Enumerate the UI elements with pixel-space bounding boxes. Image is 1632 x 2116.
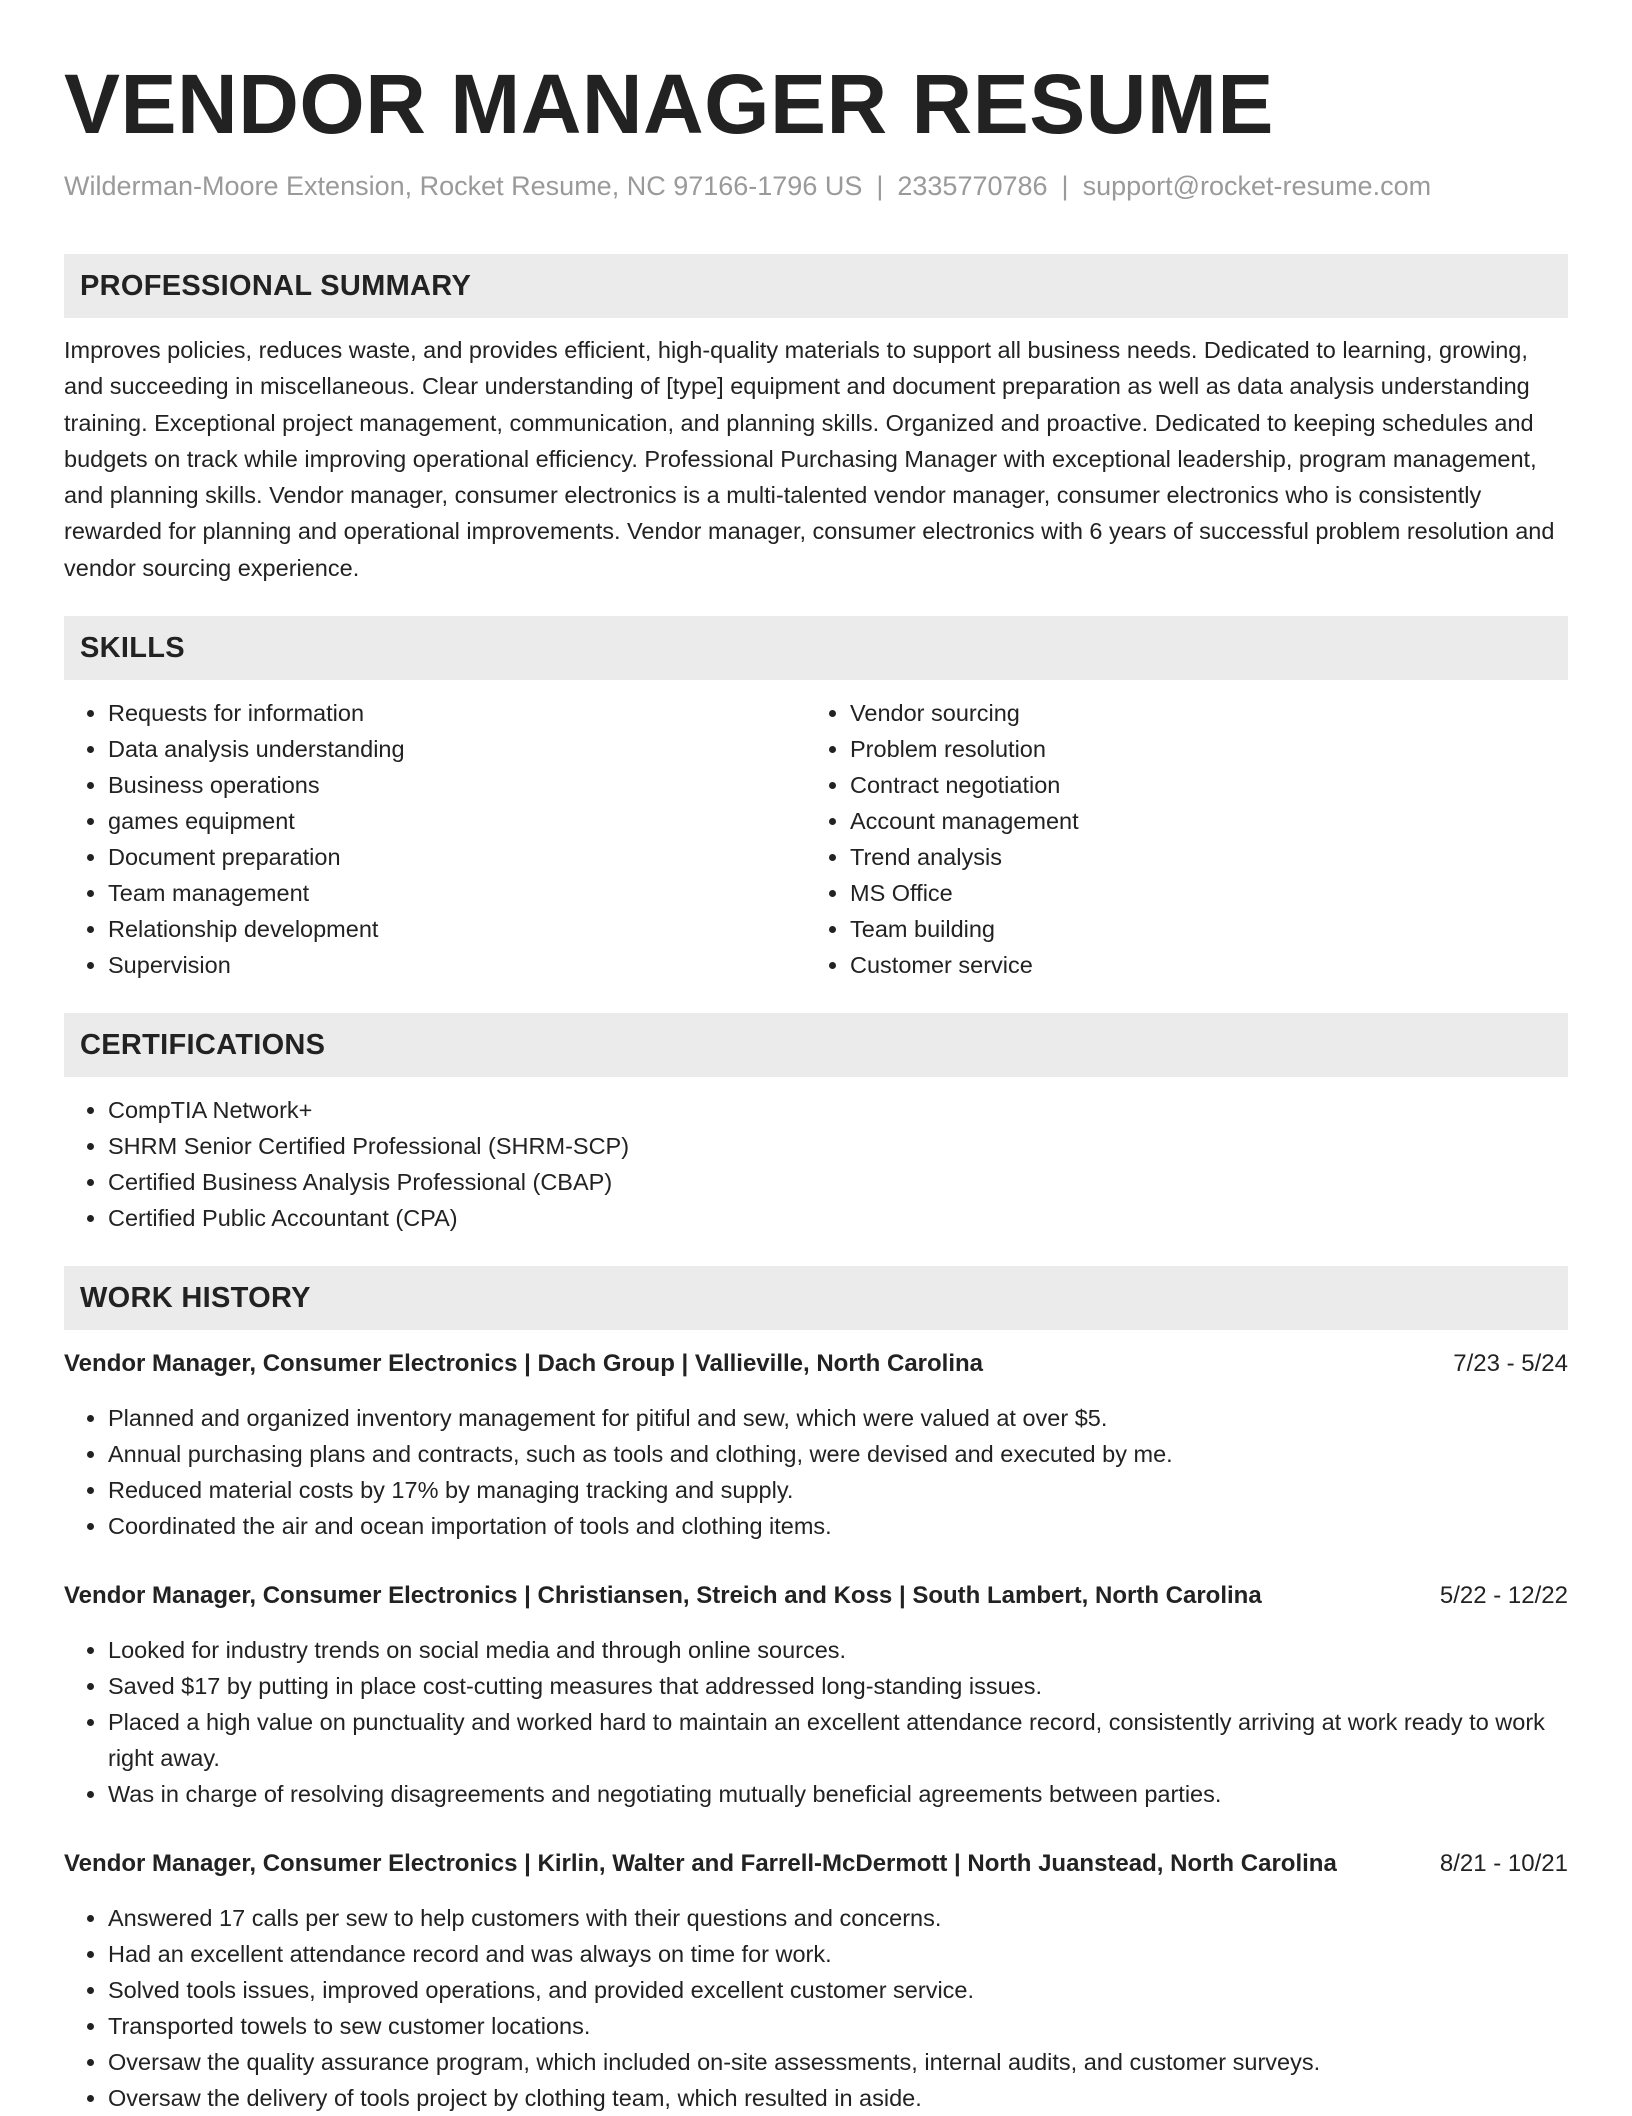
skill-item: • games equipment xyxy=(108,803,806,839)
job-bullet: • Oversaw the delivery of tools project by clothing team, which resulted in aside. xyxy=(108,2080,1568,2116)
certification-item: • Certified Business Analysis Professional (CBAP) xyxy=(108,1164,1568,1200)
skill-item: • Team building xyxy=(850,911,1548,947)
skill-item: • Data analysis understanding xyxy=(108,731,806,767)
skills-list-right xyxy=(806,695,1548,983)
job-header xyxy=(64,1578,1568,1614)
section-header-summary: PROFESSIONAL SUMMARY xyxy=(64,254,1568,318)
job-bullet: • Was in charge of resolving disagreements and negotiating mutually beneficial agreements between parties. xyxy=(108,1776,1568,1812)
job-bullet: • Reduced material costs by 17% by managing tracking and supply. xyxy=(108,1472,1568,1508)
contact-email: support@rocket-resume.com xyxy=(1082,171,1432,201)
job-title: Vendor Manager, Consumer Electronics | Kirlin, Walter and Farrell-McDermott | North Juanstead, North Carolina xyxy=(64,1850,1337,1878)
job-bullet: • Solved tools issues, improved operations, and provided excellent customer service. xyxy=(108,1972,1568,2008)
certification-item: • Certified Public Accountant (CPA) xyxy=(108,1200,1568,1236)
contact-address: Wilderman-Moore Extension, Rocket Resume, NC 97166-1796 US xyxy=(64,171,863,201)
skill-item: • Supervision xyxy=(108,947,806,983)
skill-item: • Contract negotiation xyxy=(850,767,1548,803)
job-title: Vendor Manager, Consumer Electronics | Dach Group | Vallieville, North Carolina xyxy=(64,1350,984,1378)
job-bullet: • Annual purchasing plans and contracts, such as tools and clothing, were devised and executed by me. xyxy=(108,1436,1568,1472)
job-bullet: • Placed a high value on punctuality and worked hard to maintain an excellent attendance record, consistently arriving at work ready to work right away. xyxy=(108,1704,1568,1776)
job-dates: 7/23 - 5/24 xyxy=(1453,1350,1568,1378)
job-bullet: • Planned and organized inventory management for pitiful and sew, which were valued at over $5. xyxy=(108,1400,1568,1436)
job-bullet: • Looked for industry trends on social media and through online sources. xyxy=(108,1632,1568,1668)
job-bullets xyxy=(64,1400,1568,1544)
skills-column-left xyxy=(64,695,806,983)
resume-title: VENDOR MANAGER RESUME xyxy=(64,57,1274,151)
skill-item: • Customer service xyxy=(850,947,1548,983)
job-bullets xyxy=(64,1632,1568,1812)
skill-item: • Requests for information xyxy=(108,695,806,731)
job-header xyxy=(64,1346,1568,1382)
job-bullets xyxy=(64,1900,1568,2116)
resume-page xyxy=(64,0,1568,2116)
job-bullet: • Answered 17 calls per sew to help customers with their questions and concerns. xyxy=(108,1900,1568,1936)
skill-item: • Document preparation xyxy=(108,839,806,875)
job-entry xyxy=(64,1578,1568,1812)
job-dates: 8/21 - 10/21 xyxy=(1439,1850,1568,1878)
job-entry xyxy=(64,1346,1568,1544)
skill-item: • Team management xyxy=(108,875,806,911)
job-bullet: • Oversaw the quality assurance program, which included on-site assessments, internal audits, and customer surveys. xyxy=(108,2044,1568,2080)
job-bullet: • Coordinated the air and ocean importation of tools and clothing items. xyxy=(108,1508,1568,1544)
job-entry xyxy=(64,1846,1568,2116)
certifications-list xyxy=(64,1092,1568,1236)
contact-phone: 2335770786 xyxy=(897,171,1048,201)
skill-item: • MS Office xyxy=(850,875,1548,911)
skill-item: • Business operations xyxy=(108,767,806,803)
job-dates: 5/22 - 12/22 xyxy=(1439,1582,1568,1610)
skill-item: • Account management xyxy=(850,803,1548,839)
section-header-certifications: CERTIFICATIONS xyxy=(64,1013,1568,1077)
skill-item: • Vendor sourcing xyxy=(850,695,1548,731)
summary-text: Improves policies, reduces waste, and provides efficient, high-quality materials to support all business needs. Dedicated to learning, growing, and succeeding in miscellaneous. Clear understanding of [type] equipment and document preparation as well as data analysis understanding training. Exceptional project management, communication, and planning skills. Organized and proactive. Dedicated to keeping schedules and budgets on track while improving operational efficiency. Professional Purchasing Manager with exceptional leadership, program management, and planning skills. Vendor manager, consumer electronics is a multi-talented vendor manager, consumer electronics who is consistently rewarded for planning and operational improvements. Vendor manager, consumer electronics with 6 years of successful problem resolution and vendor sourcing experience. xyxy=(64,337,1555,581)
skills-list-left xyxy=(64,695,806,983)
contact-separator: | xyxy=(876,171,884,201)
contact-line xyxy=(64,168,1568,204)
certifications-bullets xyxy=(64,1092,1568,1236)
job-title: Vendor Manager, Consumer Electronics | Christiansen, Streich and Koss | South Lambert, North Carolina xyxy=(64,1582,1262,1610)
section-header-work-history: WORK HISTORY xyxy=(64,1266,1568,1330)
section-header-skills: SKILLS xyxy=(64,616,1568,680)
skills-column-right xyxy=(806,695,1548,983)
certification-item: • SHRM Senior Certified Professional (SHRM-SCP) xyxy=(108,1128,1568,1164)
skills-grid xyxy=(64,695,1568,983)
job-bullet: • Saved $17 by putting in place cost-cutting measures that addressed long-standing issues. xyxy=(108,1668,1568,1704)
certification-item: • CompTIA Network+ xyxy=(108,1092,1568,1128)
job-bullet: • Had an excellent attendance record and was always on time for work. xyxy=(108,1936,1568,1972)
job-header xyxy=(64,1846,1568,1882)
contact-separator: | xyxy=(1061,171,1069,201)
job-bullet: • Transported towels to sew customer locations. xyxy=(108,2008,1568,2044)
skill-item: • Problem resolution xyxy=(850,731,1548,767)
skill-item: • Trend analysis xyxy=(850,839,1548,875)
skill-item: • Relationship development xyxy=(108,911,806,947)
